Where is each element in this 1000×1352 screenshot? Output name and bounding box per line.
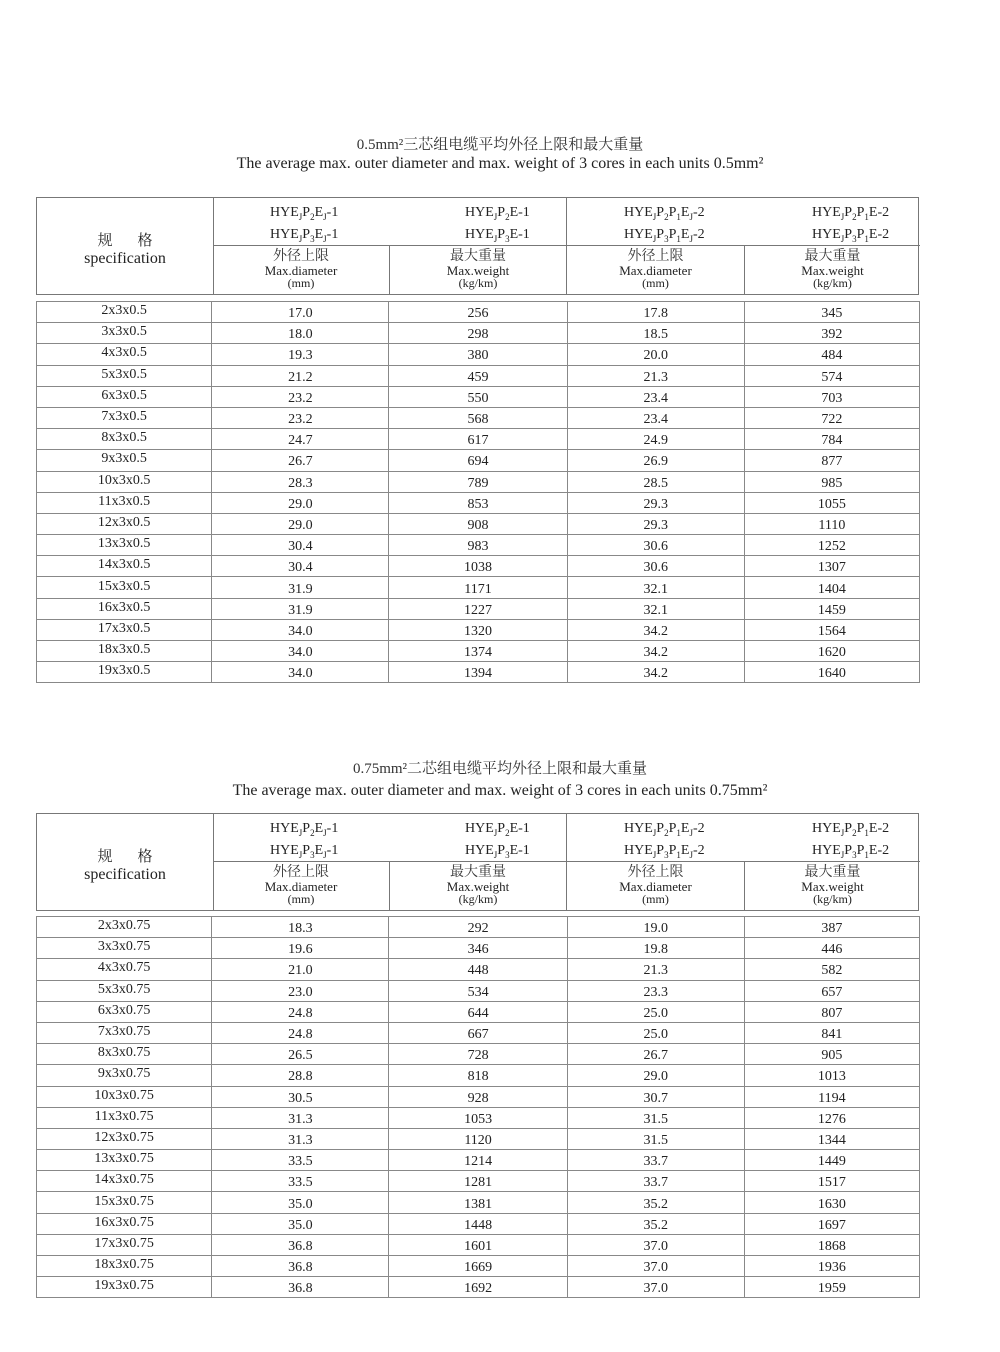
subheader-cn: 最大重量: [450, 248, 506, 264]
value-cell: 908: [389, 513, 567, 534]
spec-cell: 2x3x0.75: [37, 917, 212, 938]
table-row: [37, 1001, 920, 1022]
value-cell: 19.3: [212, 344, 389, 365]
spec-cn-right: 格: [137, 231, 153, 249]
subheader-cn: 最大重量: [804, 248, 861, 264]
value-cell: 28.5: [567, 471, 744, 492]
table-row: [37, 1192, 920, 1213]
value-cell: 728: [389, 1044, 567, 1065]
value-cell: 1459: [744, 598, 919, 619]
value-cell: 34.2: [567, 641, 744, 662]
value-cell: 1517: [744, 1171, 919, 1192]
model-code-line1: $HYE_JP_2P_1E-2$: [812, 821, 890, 838]
spec-cell: 16x3x0.5: [37, 598, 212, 619]
value-cell: 1630: [744, 1192, 919, 1213]
model-group-header: [213, 198, 567, 246]
spec-cell: 17x3x0.5: [37, 619, 212, 640]
table-row: [37, 323, 920, 344]
column-subheader: [390, 862, 567, 910]
model-codes: [465, 820, 530, 864]
table-title-en: The average max. outer diameter and max. weight of 3 cores in each units 0.5mm²: [236, 155, 764, 172]
spec-cell: 10x3x0.5: [37, 471, 212, 492]
value-cell: 29.0: [567, 1065, 744, 1086]
table-row: [37, 662, 920, 683]
table-row: [37, 1086, 920, 1107]
value-cell: 387: [744, 917, 919, 938]
value-cell: 26.9: [567, 450, 744, 471]
model-codes: [465, 204, 530, 248]
value-cell: 568: [389, 407, 567, 428]
value-cell: 448: [389, 959, 567, 980]
value-cell: 30.6: [567, 556, 744, 577]
value-cell: 31.5: [567, 1107, 744, 1128]
value-cell: 484: [744, 344, 919, 365]
value-cell: 1381: [389, 1192, 567, 1213]
column-subheader: [213, 862, 390, 910]
model-code-line1: $HYE_JP_2E-1$: [465, 205, 530, 222]
value-cell: 1601: [389, 1234, 567, 1255]
table-title-cn: 0.75mm²二芯组电缆平均外径上限和最大重量: [352, 761, 648, 777]
value-cell: 1374: [389, 641, 567, 662]
value-cell: 256: [389, 302, 567, 323]
subheader-en: Max.diameter: [619, 879, 692, 894]
subheader-unit: (kg/km): [813, 892, 852, 906]
spec-cell: 8x3x0.75: [37, 1044, 212, 1065]
value-cell: 21.2: [212, 365, 389, 386]
value-cell: 877: [744, 450, 919, 471]
value-cell: 1013: [744, 1065, 919, 1086]
value-cell: 34.0: [212, 641, 389, 662]
subheader-unit: (mm): [287, 892, 315, 906]
value-cell: 17.8: [567, 302, 744, 323]
spec-cell: 17x3x0.75: [37, 1234, 212, 1255]
value-cell: 1320: [389, 619, 567, 640]
value-cell: 534: [389, 980, 567, 1001]
spec-cell: 14x3x0.5: [37, 556, 212, 577]
spec-cell: 15x3x0.75: [37, 1192, 212, 1213]
value-cell: 24.9: [567, 429, 744, 450]
model-codes: [812, 204, 889, 248]
value-cell: 35.0: [212, 1213, 389, 1234]
table-row: [37, 513, 920, 534]
value-cell: 1252: [744, 535, 919, 556]
value-cell: 34.2: [567, 619, 744, 640]
spec-cell: 11x3x0.5: [37, 492, 212, 513]
value-cell: 34.0: [212, 619, 389, 640]
spec-cell: 19x3x0.5: [37, 662, 212, 683]
value-cell: 392: [744, 323, 919, 344]
table-row: [37, 1234, 920, 1255]
value-cell: 21.0: [212, 959, 389, 980]
value-cell: 789: [389, 471, 567, 492]
value-cell: 34.2: [567, 662, 744, 683]
value-cell: 1120: [389, 1128, 567, 1149]
value-cell: 1620: [744, 641, 919, 662]
model-code-line2: $HYE_JP_3E-1$: [465, 842, 530, 860]
spec-cell: 9x3x0.5: [37, 450, 212, 471]
table-row: [37, 1022, 920, 1043]
model-code-line2: $HYE_JP_3P_1E_J-2$: [624, 842, 705, 860]
value-cell: 30.6: [567, 535, 744, 556]
value-cell: 31.3: [212, 1128, 389, 1149]
value-cell: 30.4: [212, 556, 389, 577]
table-row: [37, 386, 920, 407]
value-cell: 23.2: [212, 407, 389, 428]
value-cell: 26.5: [212, 1044, 389, 1065]
spec-cell: 5x3x0.75: [37, 980, 212, 1001]
value-cell: 28.8: [212, 1065, 389, 1086]
subheader-unit: (mm): [642, 276, 669, 290]
value-cell: 18.3: [212, 917, 389, 938]
value-cell: 24.8: [212, 1001, 389, 1022]
value-cell: 667: [389, 1022, 567, 1043]
column-subheader: [745, 246, 920, 294]
table-row: [37, 1150, 920, 1171]
table-row: [37, 577, 920, 598]
table-header: [36, 813, 919, 911]
value-cell: 1640: [744, 662, 919, 683]
spec-en: specification: [84, 866, 166, 883]
spec-cn-left: 规: [97, 231, 113, 249]
value-cell: 582: [744, 959, 919, 980]
table-row: [37, 407, 920, 428]
spec-cell: 7x3x0.75: [37, 1022, 212, 1043]
value-cell: 1669: [389, 1256, 567, 1277]
spec-en: specification: [84, 250, 166, 267]
value-cell: 657: [744, 980, 919, 1001]
table-header: [36, 197, 919, 295]
table-row: [37, 1277, 920, 1298]
model-codes: [624, 820, 705, 864]
value-cell: 23.2: [212, 386, 389, 407]
table-row: [37, 959, 920, 980]
value-cell: 28.3: [212, 471, 389, 492]
data-table: [36, 301, 920, 683]
value-cell: 722: [744, 407, 919, 428]
subheader-cn: 外径上限: [627, 864, 684, 880]
value-cell: 35.2: [567, 1213, 744, 1234]
table-row: [37, 344, 920, 365]
value-cell: 380: [389, 344, 567, 365]
value-cell: 29.0: [212, 492, 389, 513]
table-row: [37, 1065, 920, 1086]
table-row: [37, 471, 920, 492]
value-cell: 853: [389, 492, 567, 513]
table-row: [37, 938, 920, 959]
value-cell: 24.7: [212, 429, 389, 450]
spec-cell: 2x3x0.5: [37, 302, 212, 323]
model-codes: [624, 204, 705, 248]
data-table: [36, 916, 920, 1298]
value-cell: 18.0: [212, 323, 389, 344]
column-subheader: [567, 862, 745, 910]
value-cell: 36.8: [212, 1277, 389, 1298]
model-code-line1: $HYE_JP_2E_J-1$: [270, 205, 339, 222]
column-subheader: [745, 862, 920, 910]
model-code-line1: $HYE_JP_2E_J-1$: [270, 821, 339, 838]
spec-cell: 16x3x0.75: [37, 1213, 212, 1234]
value-cell: 1394: [389, 662, 567, 683]
column-subheader: [390, 246, 567, 294]
value-cell: 1307: [744, 556, 919, 577]
subheader-en: Max.weight: [446, 879, 510, 894]
subheader-cn: 最大重量: [804, 864, 861, 880]
value-cell: 30.4: [212, 535, 389, 556]
subheader-en: Max.weight: [446, 263, 510, 278]
value-cell: 446: [744, 938, 919, 959]
model-codes: [812, 820, 889, 864]
spec-cell: 4x3x0.5: [37, 344, 212, 365]
table-row: [37, 1213, 920, 1234]
spec-cell: 9x3x0.75: [37, 1065, 212, 1086]
subheader-unit: (mm): [642, 892, 669, 906]
value-cell: 33.7: [567, 1150, 744, 1171]
value-cell: 905: [744, 1044, 919, 1065]
value-cell: 1194: [744, 1086, 919, 1107]
model-code-line2: $HYE_JP_3E-1$: [465, 226, 530, 244]
model-code-line1: $HYE_JP_2E-1$: [465, 821, 530, 838]
model-group-header: [567, 198, 920, 246]
value-cell: 1404: [744, 577, 919, 598]
value-cell: 617: [389, 429, 567, 450]
value-cell: 18.5: [567, 323, 744, 344]
table-row: [37, 1128, 920, 1149]
table-row: [37, 1256, 920, 1277]
value-cell: 644: [389, 1001, 567, 1022]
model-code-line2: $HYE_JP_3P_1E_J-2$: [624, 226, 705, 244]
value-cell: 346: [389, 938, 567, 959]
column-subheader: [213, 246, 390, 294]
spec-cell: 18x3x0.75: [37, 1256, 212, 1277]
model-code-line2: $HYE_JP_3E_J-1$: [270, 842, 339, 860]
value-cell: 31.9: [212, 577, 389, 598]
value-cell: 29.3: [567, 492, 744, 513]
table-row: [37, 365, 920, 386]
value-cell: 1448: [389, 1213, 567, 1234]
spec-cell: 7x3x0.5: [37, 407, 212, 428]
value-cell: 292: [389, 917, 567, 938]
subheader-en: Max.weight: [801, 263, 864, 278]
value-cell: 1936: [744, 1256, 919, 1277]
spec-cell: 12x3x0.5: [37, 513, 212, 534]
model-code-line2: $HYE_JP_3E_J-1$: [270, 226, 339, 244]
model-group-header: [213, 814, 567, 862]
value-cell: 21.3: [567, 365, 744, 386]
table-row: [37, 619, 920, 640]
value-cell: 17.0: [212, 302, 389, 323]
subheader-en: Max.weight: [801, 879, 864, 894]
column-subheader: [567, 246, 745, 294]
value-cell: 818: [389, 1065, 567, 1086]
table-title-en: The average max. outer diameter and max. weight of 3 cores in each units 0.75mm²: [232, 782, 768, 799]
value-cell: 24.8: [212, 1022, 389, 1043]
subheader-unit: (kg/km): [813, 276, 852, 290]
value-cell: 1692: [389, 1277, 567, 1298]
table-row: [37, 450, 920, 471]
spec-cell: 6x3x0.5: [37, 386, 212, 407]
subheader-unit: (kg/km): [458, 276, 498, 290]
value-cell: 25.0: [567, 1022, 744, 1043]
value-cell: 807: [744, 1001, 919, 1022]
value-cell: 1053: [389, 1107, 567, 1128]
value-cell: 1697: [744, 1213, 919, 1234]
table-row: [37, 535, 920, 556]
value-cell: 1214: [389, 1150, 567, 1171]
value-cell: 1038: [389, 556, 567, 577]
value-cell: 23.0: [212, 980, 389, 1001]
value-cell: 33.5: [212, 1171, 389, 1192]
model-codes: [270, 820, 338, 864]
value-cell: 23.4: [567, 407, 744, 428]
value-cell: 703: [744, 386, 919, 407]
subheader-unit: (kg/km): [458, 892, 498, 906]
value-cell: 1276: [744, 1107, 919, 1128]
value-cell: 1281: [389, 1171, 567, 1192]
spec-header-cell: [37, 198, 214, 294]
model-code-line2: $HYE_JP_3P_1E-2$: [812, 842, 890, 860]
spec-cell: 13x3x0.5: [37, 535, 212, 556]
value-cell: 35.0: [212, 1192, 389, 1213]
subheader-cn: 外径上限: [273, 248, 329, 264]
value-cell: 1564: [744, 619, 919, 640]
spec-cell: 8x3x0.5: [37, 429, 212, 450]
value-cell: 19.8: [567, 938, 744, 959]
value-cell: 35.2: [567, 1192, 744, 1213]
spec-cell: 3x3x0.75: [37, 938, 212, 959]
value-cell: 29.0: [212, 513, 389, 534]
value-cell: 37.0: [567, 1256, 744, 1277]
value-cell: 26.7: [212, 450, 389, 471]
value-cell: 19.0: [567, 917, 744, 938]
value-cell: 20.0: [567, 344, 744, 365]
table-row: [37, 980, 920, 1001]
value-cell: 1227: [389, 598, 567, 619]
spec-cell: 15x3x0.5: [37, 577, 212, 598]
value-cell: 34.0: [212, 662, 389, 683]
model-code-line1: $HYE_JP_2P_1E_J-2$: [624, 821, 705, 838]
spec-cell: 19x3x0.75: [37, 1277, 212, 1298]
value-cell: 21.3: [567, 959, 744, 980]
value-cell: 32.1: [567, 598, 744, 619]
value-cell: 298: [389, 323, 567, 344]
value-cell: 25.0: [567, 1001, 744, 1022]
spec-header-cell: [37, 814, 214, 910]
value-cell: 37.0: [567, 1277, 744, 1298]
value-cell: 30.7: [567, 1086, 744, 1107]
spec-cell: 6x3x0.75: [37, 1001, 212, 1022]
spec-cell: 12x3x0.75: [37, 1128, 212, 1149]
value-cell: 1171: [389, 577, 567, 598]
value-cell: 841: [744, 1022, 919, 1043]
table-row: [37, 1171, 920, 1192]
table-row: [37, 917, 920, 938]
model-code-line1: $HYE_JP_2P_1E-2$: [812, 205, 890, 222]
value-cell: 29.3: [567, 513, 744, 534]
spec-cn-left: 规: [97, 847, 113, 865]
model-code-line2: $HYE_JP_3P_1E-2$: [812, 226, 890, 244]
value-cell: 983: [389, 535, 567, 556]
table-row: [37, 302, 920, 323]
subheader-cn: 最大重量: [450, 864, 506, 880]
value-cell: 1110: [744, 513, 919, 534]
value-cell: 1868: [744, 1234, 919, 1255]
value-cell: 23.3: [567, 980, 744, 1001]
model-code-line1: $HYE_JP_2P_1E_J-2$: [624, 205, 705, 222]
table-row: [37, 556, 920, 577]
table-row: [37, 1107, 920, 1128]
value-cell: 1959: [744, 1277, 919, 1298]
model-codes: [270, 204, 338, 248]
value-cell: 30.5: [212, 1086, 389, 1107]
table-row: [37, 598, 920, 619]
value-cell: 32.1: [567, 577, 744, 598]
spec-cell: 10x3x0.75: [37, 1086, 212, 1107]
value-cell: 574: [744, 365, 919, 386]
value-cell: 1449: [744, 1150, 919, 1171]
value-cell: 1344: [744, 1128, 919, 1149]
value-cell: 31.5: [567, 1128, 744, 1149]
table-row: [37, 492, 920, 513]
value-cell: 36.8: [212, 1256, 389, 1277]
subheader-en: Max.diameter: [619, 263, 692, 278]
value-cell: 31.9: [212, 598, 389, 619]
spec-cell: 14x3x0.75: [37, 1171, 212, 1192]
subheader-en: Max.diameter: [264, 879, 338, 894]
value-cell: 694: [389, 450, 567, 471]
value-cell: 36.8: [212, 1234, 389, 1255]
value-cell: 26.7: [567, 1044, 744, 1065]
subheader-cn: 外径上限: [273, 864, 329, 880]
value-cell: 19.6: [212, 938, 389, 959]
value-cell: 33.5: [212, 1150, 389, 1171]
spec-cell: 11x3x0.75: [37, 1107, 212, 1128]
value-cell: 550: [389, 386, 567, 407]
value-cell: 37.0: [567, 1234, 744, 1255]
subheader-cn: 外径上限: [627, 248, 684, 264]
value-cell: 345: [744, 302, 919, 323]
value-cell: 31.3: [212, 1107, 389, 1128]
value-cell: 928: [389, 1086, 567, 1107]
spec-cell: 4x3x0.75: [37, 959, 212, 980]
spec-cell: 5x3x0.5: [37, 365, 212, 386]
value-cell: 33.7: [567, 1171, 744, 1192]
model-group-header: [567, 814, 920, 862]
subheader-en: Max.diameter: [264, 263, 338, 278]
table-row: [37, 429, 920, 450]
table-row: [37, 1044, 920, 1065]
value-cell: 459: [389, 365, 567, 386]
table-title-cn: 0.5mm²三芯组电缆平均外径上限和最大重量: [356, 137, 644, 153]
spec-cn-right: 格: [137, 847, 153, 865]
value-cell: 1055: [744, 492, 919, 513]
spec-cell: 18x3x0.5: [37, 641, 212, 662]
value-cell: 23.4: [567, 386, 744, 407]
value-cell: 784: [744, 429, 919, 450]
table-row: [37, 641, 920, 662]
spec-cell: 13x3x0.75: [37, 1150, 212, 1171]
spec-cell: 3x3x0.5: [37, 323, 212, 344]
subheader-unit: (mm): [287, 276, 315, 290]
value-cell: 985: [744, 471, 919, 492]
